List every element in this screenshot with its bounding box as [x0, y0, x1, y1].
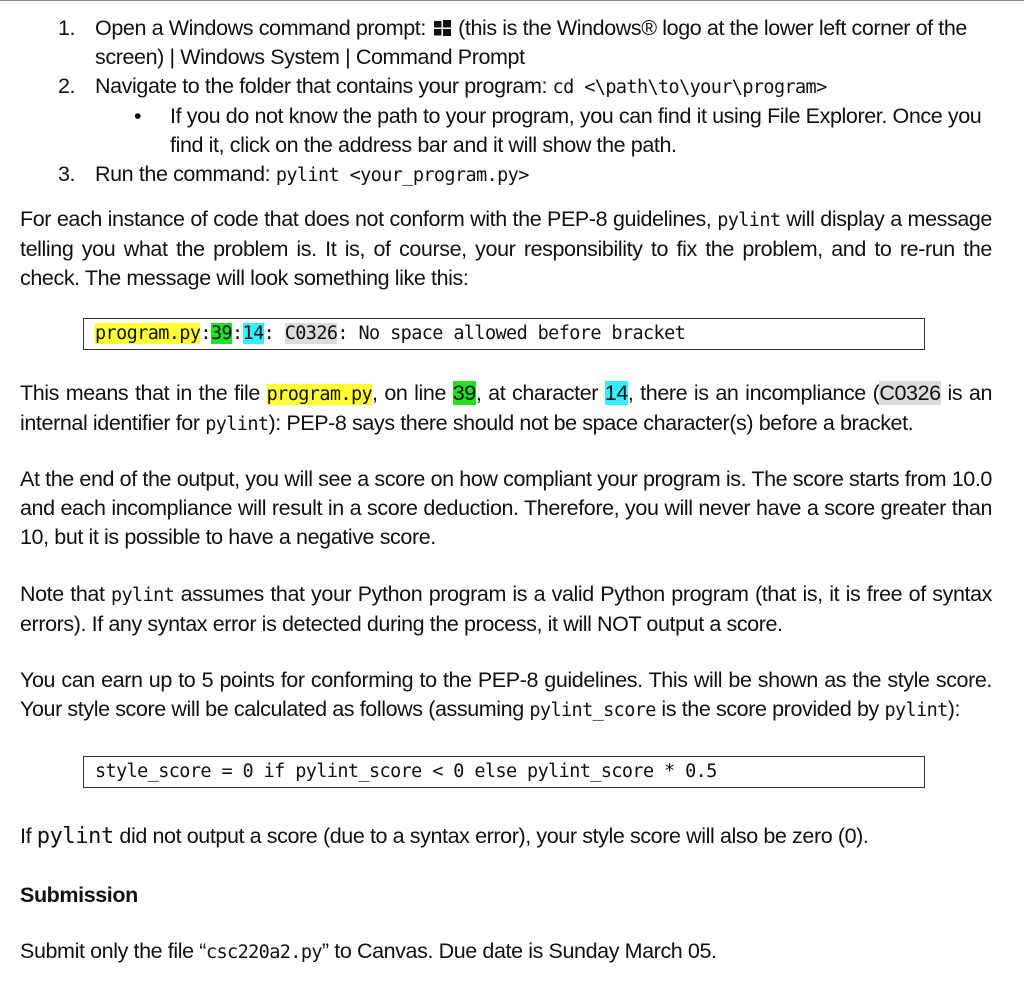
- para-pep8-intro: [20, 205, 992, 293]
- code-highlight: C0326: [879, 381, 941, 405]
- top-divider: [0, 0, 1024, 1]
- para-score-info: At the end of the output, you will see a score on how compliant your program is. The score starts from 10.0 and each incompliance will result in a score deduction. Therefore, you will never have a score greater than 10, but it is possible to have a negative score.: [20, 467, 992, 549]
- text: assumes that your Python program is a valid Python program (that is, it is free of syntax errors). If any syntax error is detected during the process, it will NOT output a score.: [20, 582, 992, 636]
- step-number: 2.: [58, 74, 76, 98]
- text: will display a message telling you what the problem is. It is, of course, your responsibility to fix the problem, and to re-run the check. The message will look something like this:: [20, 207, 992, 290]
- para-zero-score: [20, 822, 992, 851]
- pylint-command: pylint <your_program.py>: [275, 165, 529, 186]
- col-highlight: 14: [604, 381, 628, 405]
- message-sep: :: [232, 323, 243, 344]
- step-text-cont: (this is the Windows® logo at the lower left corner of the screen) | Windows System | Command Prompt: [95, 16, 967, 69]
- pylint-code: pylint: [205, 414, 269, 435]
- bullet-icon: •: [134, 104, 142, 128]
- filename-code: csc220a2.py: [205, 942, 322, 963]
- cd-command: cd <\path\to\your\program>: [552, 77, 827, 98]
- message-file: program.py: [95, 323, 201, 344]
- message-sep: :: [200, 323, 211, 344]
- text: ” to Canvas. Due date is Sunday March 05.: [321, 939, 717, 963]
- pylint-code: pylint: [36, 824, 114, 849]
- pylint-score-code: pylint_score: [529, 700, 656, 721]
- example-message-box: [83, 318, 925, 350]
- file-highlight: program.py: [266, 384, 373, 405]
- line-highlight: 39: [452, 381, 476, 405]
- step-text: Open a Windows command prompt:: [95, 16, 432, 40]
- para-style-score: [20, 666, 992, 725]
- step-3: [0, 160, 1024, 190]
- step-number: 3.: [58, 162, 76, 186]
- text: ): PEP-8 says there should not be space character(s) before a bracket.: [268, 411, 914, 435]
- text: is an internal identifier for: [20, 381, 992, 435]
- text: If: [20, 824, 37, 848]
- text: , on line: [372, 381, 453, 405]
- step-2: [0, 72, 1024, 102]
- para-explanation: [20, 379, 992, 439]
- message-text: : No space allowed before bracket: [337, 323, 686, 344]
- pylint-code: pylint: [884, 700, 948, 721]
- text: You can earn up to 5 points for conforming to the PEP-8 guidelines. This will be shown as the style score. Your style score will be calculated as follows (assuming: [20, 668, 992, 721]
- message-sep: :: [263, 323, 285, 344]
- message-line: 39: [210, 323, 233, 344]
- formula-box: style_score = 0 if pylint_score < 0 else pylint_score * 0.5: [83, 756, 925, 788]
- message-col: 14: [242, 323, 264, 344]
- step-1: [0, 14, 1024, 72]
- para-syntax-note: [20, 580, 992, 639]
- text: , at character: [475, 381, 605, 405]
- note-text: If you do not know the path to your program, you can find it using File Explorer. Once you find it, click on the address bar and it will show the path.: [170, 104, 982, 157]
- text: Submit only the file “: [20, 939, 206, 963]
- step-2-note: [0, 102, 1024, 160]
- submission-heading: Submission: [20, 883, 138, 907]
- pylint-code: pylint: [717, 210, 781, 231]
- step-text: Navigate to the folder that contains your program:: [95, 74, 553, 98]
- text: This means that in the file: [20, 381, 267, 405]
- windows-logo-icon: [434, 20, 451, 36]
- text: did not output a score (due to a syntax error), your style score will also be zero (0).: [113, 824, 869, 848]
- message-code: C0326: [284, 323, 338, 344]
- pylint-code: pylint: [110, 585, 175, 606]
- text: For each instance of code that does not conform with the PEP-8 guidelines,: [20, 207, 718, 231]
- text: is the score provided by: [655, 697, 885, 721]
- step-text: Run the command:: [95, 162, 276, 186]
- instruction-steps: [0, 14, 1024, 190]
- text: Note that: [20, 582, 111, 606]
- para-submission: [20, 937, 992, 967]
- step-number: 1.: [58, 16, 76, 40]
- text: ):: [947, 697, 961, 721]
- text: , there is an incompliance (: [627, 381, 880, 405]
